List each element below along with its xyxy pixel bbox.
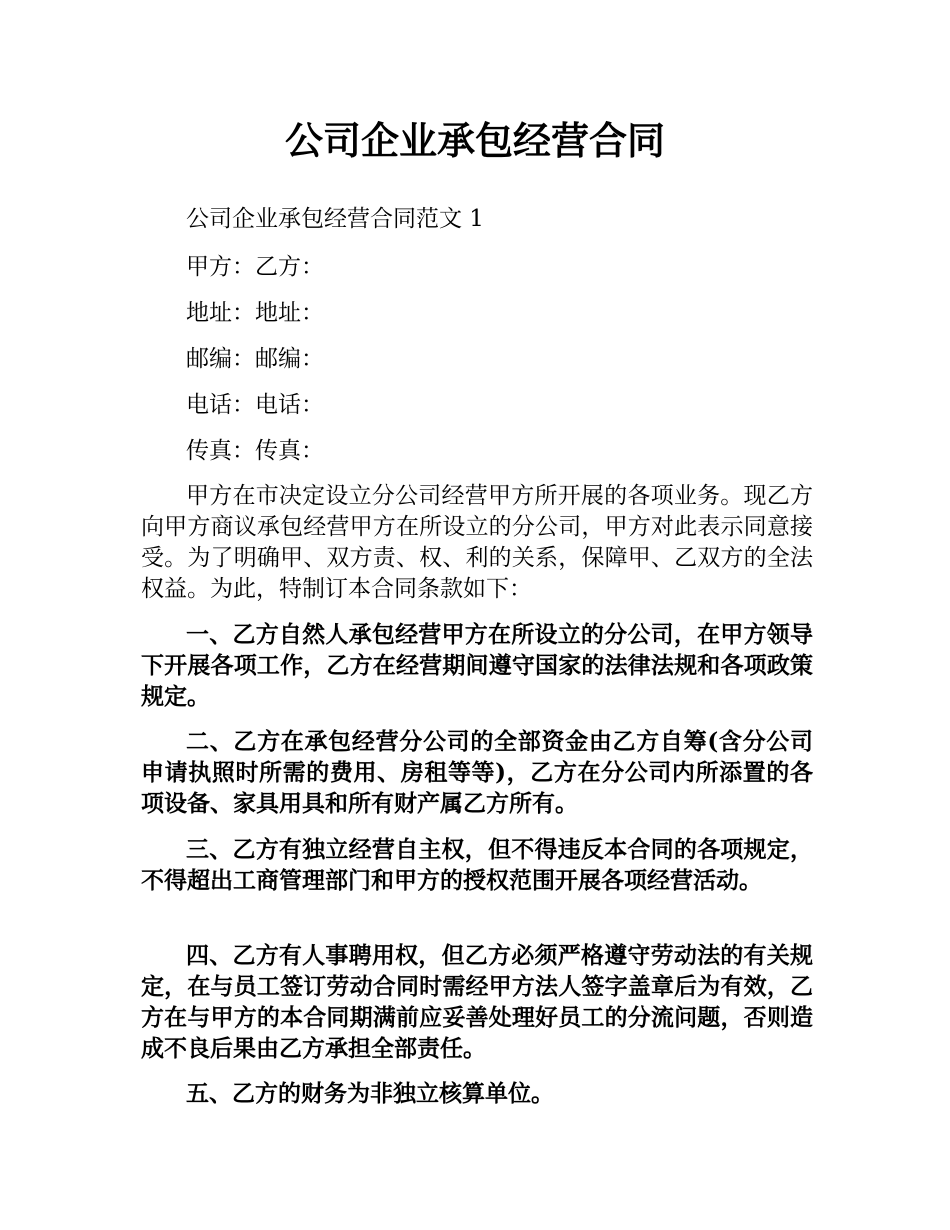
clause-1: 一、乙方自然人承包经营甲方在所设立的分公司，在甲方领导下开展各项工作，乙方在经营期间遵守国家的法律法规和各项政策规定。 — [141, 621, 813, 710]
clause-2: 二、乙方在承包经营分公司的全部资金由乙方自筹(含分公司申请执照时所需的费用、房租等等)，乙方在分公司内所添置的各项设备、家具用具和所有财产属乙方所有。 — [141, 728, 813, 817]
field-fax: 传真：传真： — [186, 438, 324, 464]
intro-paragraph: 甲方在市决定设立分公司经营甲方所开展的各项业务。现乙方向甲方商议承包经营甲方在所设立的分公司，甲方对此表示同意接受。为了明确甲、双方责、权、利的关系，保障甲、乙双方的全法权益。为此，特制订本合同条款如下： — [141, 483, 813, 602]
clause-3: 三、乙方有独立经营自主权，但不得违反本合同的各项规定，不得超出工商管理部门和甲方的授权范围开展各项经营活动。 — [141, 836, 813, 894]
document-subtitle: 公司企业承包经营合同范文 1 — [186, 206, 484, 232]
document-title: 公司企业承包经营合同 — [284, 118, 665, 163]
field-postcode: 邮编：邮编： — [186, 346, 324, 372]
field-phone: 电话：电话： — [186, 392, 324, 418]
field-party: 甲方：乙方： — [186, 254, 324, 280]
clause-5: 五、乙方的财务为非独立核算单位。 — [186, 1080, 554, 1107]
clause-4: 四、乙方有人事聘用权，但乙方必须严格遵守劳动法的有关规定，在与员工签订劳动合同时需经甲方法人签字盖章后为有效，乙方在与甲方的本合同期满前应妥善处理好员工的分流问题，否则造成不良后果由乙方承担全部责任。 — [141, 942, 813, 1062]
field-address: 地址：地址： — [186, 300, 324, 326]
